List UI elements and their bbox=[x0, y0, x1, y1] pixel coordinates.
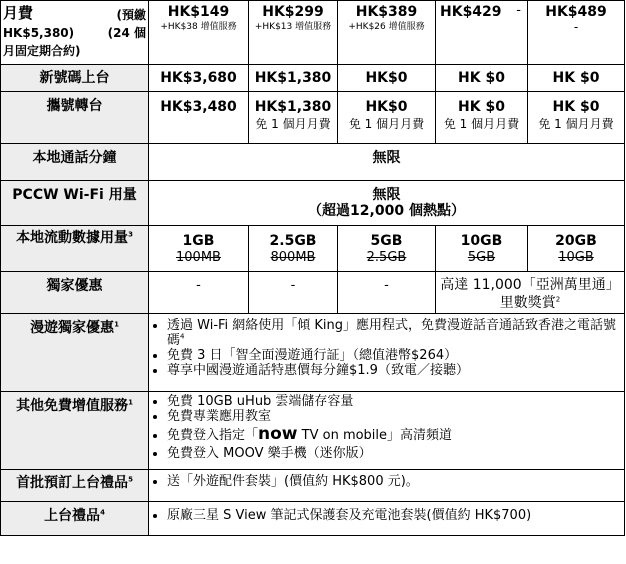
port-in-note: 免 1 個月月費 bbox=[348, 117, 425, 131]
old-data-allowance: 2.5GB bbox=[366, 250, 407, 265]
data-cell bbox=[528, 226, 625, 272]
port-in-price: HK $0 bbox=[552, 99, 600, 115]
list-item: • 送「外遊配件套裝」(價值約 HK$800 元)。 bbox=[167, 474, 624, 489]
plan-price: HK$149 bbox=[167, 4, 230, 20]
port-in-note: 免 1 個月月費 bbox=[538, 117, 614, 131]
big-offer-cell bbox=[436, 272, 625, 314]
port-in-cell bbox=[338, 92, 436, 144]
local-voice-value: 無限 bbox=[149, 144, 625, 181]
gift-row bbox=[1, 502, 625, 536]
data-cell bbox=[436, 226, 528, 272]
preorder-gift-list bbox=[149, 474, 624, 489]
footnote-marker: 3 bbox=[128, 230, 133, 239]
row-label: 本地通話分鐘 bbox=[1, 144, 149, 181]
local-data-row bbox=[1, 226, 625, 272]
row-label: 漫遊獨家優惠 bbox=[30, 320, 115, 336]
prepay-amount: HK$5,380) bbox=[3, 26, 75, 40]
prepay-label: (預繳 bbox=[116, 8, 146, 22]
port-in-cell bbox=[149, 92, 249, 144]
other-vas-row bbox=[1, 392, 625, 470]
exclusive-value: - bbox=[338, 272, 436, 314]
exclusive-value: - bbox=[149, 272, 249, 314]
wifi-row bbox=[1, 181, 625, 226]
now-tv-logo: now bbox=[258, 424, 298, 444]
old-data-allowance: 5GB bbox=[467, 250, 496, 265]
plan-addon: +HK$13 增值服務 bbox=[254, 22, 332, 32]
footnote-marker: 1 bbox=[114, 320, 119, 329]
port-in-price: HK$3,480 bbox=[160, 99, 237, 115]
monthly-fee-label: 月費 bbox=[3, 4, 34, 22]
port-in-cell bbox=[249, 92, 338, 144]
row-label: 攜號轉台 bbox=[1, 92, 149, 144]
plan-addon: - bbox=[516, 3, 521, 18]
roaming-list bbox=[149, 318, 624, 378]
port-in-price: HK $0 bbox=[458, 99, 505, 115]
footnote-marker: 2 bbox=[555, 295, 561, 304]
new-number-price: HK$3,680 bbox=[149, 65, 249, 92]
data-allowance: 10GB bbox=[460, 233, 503, 249]
local-voice-row bbox=[1, 144, 625, 181]
list-item: • 尊享中國漫遊通話特惠價每分鐘$1.9（致電／接聽） bbox=[167, 363, 624, 378]
roaming-item-text: 透過 Wi-Fi 網絡使用「傾 King」應用程式，免費漫遊話音通話致香港之電話號碼 bbox=[167, 318, 617, 348]
exclusive-value: - bbox=[249, 272, 338, 314]
plan-col-4 bbox=[436, 1, 528, 65]
list-item bbox=[167, 424, 624, 446]
plan-addon: +HK$38 增值服務 bbox=[160, 22, 237, 32]
data-allowance: 2.5GB bbox=[269, 233, 317, 249]
row-label: 新號碼上台 bbox=[1, 65, 149, 92]
roaming-row bbox=[1, 314, 625, 392]
contract-suffix: 月固定期合約) bbox=[3, 44, 81, 58]
plan-price: HK$429 bbox=[440, 4, 502, 20]
new-number-row bbox=[1, 65, 625, 92]
data-cell bbox=[249, 226, 338, 272]
row-label: 其他免費增值服務 bbox=[16, 398, 129, 414]
monthly-fee-header bbox=[1, 1, 149, 65]
plan-col-2 bbox=[249, 1, 338, 65]
new-number-price: HK $0 bbox=[528, 65, 625, 92]
plan-price: HK$299 bbox=[262, 4, 324, 20]
port-in-row bbox=[1, 92, 625, 144]
wifi-note: （超過12,000 個熱點） bbox=[308, 203, 465, 219]
row-label: PCCW Wi-Fi 用量 bbox=[1, 181, 149, 226]
plan-addon: +HK$26 增值服務 bbox=[348, 22, 425, 32]
port-in-price: HK$0 bbox=[365, 99, 408, 115]
other-vas-cell bbox=[149, 392, 625, 470]
data-allowance: 5GB bbox=[370, 233, 403, 249]
row-label: 本地流動數據用量 bbox=[16, 230, 129, 246]
row-label: 獨家優惠 bbox=[1, 272, 149, 314]
gift-list bbox=[149, 508, 624, 523]
row-label-cell bbox=[1, 470, 149, 502]
plan-price: HK$389 bbox=[355, 4, 418, 20]
list-item: • 免費登入 MOOV 樂手機（迷你版） bbox=[167, 446, 624, 461]
plan-price: HK$489 bbox=[545, 4, 607, 20]
old-data-allowance: 10GB bbox=[558, 250, 594, 265]
row-label: 上台禮品 bbox=[44, 508, 101, 524]
list-item: • 免費 3 日「智全面漫遊通行証」（總值港幣$264） bbox=[167, 348, 624, 363]
data-cell bbox=[149, 226, 249, 272]
new-number-price: HK $0 bbox=[436, 65, 528, 92]
new-number-price: HK$1,380 bbox=[249, 65, 338, 92]
footnote-marker: 5 bbox=[128, 475, 133, 484]
footnote-marker: 1 bbox=[128, 398, 133, 407]
big-offer: 高達 11,000「亞洲萬里通」里數獎賞 bbox=[440, 277, 620, 311]
port-in-note: 免 1 個月月費 bbox=[255, 117, 331, 131]
row-label-cell bbox=[1, 314, 149, 392]
port-in-cell bbox=[436, 92, 528, 144]
exclusive-row bbox=[1, 272, 625, 314]
list-item: • 免費 10GB uHub 雲端儲存容量 bbox=[167, 394, 624, 409]
old-data-allowance: 800MB bbox=[270, 250, 316, 265]
port-in-cell bbox=[528, 92, 625, 144]
other-vas-list bbox=[149, 394, 624, 461]
footnote-marker: 4 bbox=[100, 508, 105, 517]
new-number-price: HK$0 bbox=[338, 65, 436, 92]
preorder-gift-row bbox=[1, 470, 625, 502]
port-in-price: HK$1,380 bbox=[254, 99, 332, 115]
data-allowance: 1GB bbox=[182, 233, 215, 249]
plan-col-3 bbox=[338, 1, 436, 65]
list-item-text: TV on mobile」高清頻道 bbox=[297, 428, 453, 443]
data-cell bbox=[338, 226, 436, 272]
plan-col-1 bbox=[149, 1, 249, 65]
plan-header-row bbox=[1, 1, 625, 65]
plan-addon: - bbox=[573, 20, 579, 34]
gift-cell bbox=[149, 502, 625, 536]
plan-col-5 bbox=[528, 1, 625, 65]
row-label-cell bbox=[1, 226, 149, 272]
wifi-cell bbox=[149, 181, 625, 226]
list-item bbox=[167, 318, 624, 348]
contract-label: (24 個 bbox=[107, 26, 146, 40]
list-item: • 免費專業應用教室 bbox=[167, 409, 624, 424]
data-allowance: 20GB bbox=[555, 233, 597, 249]
wifi-value: 無限 bbox=[372, 187, 401, 203]
old-data-allowance: 100MB bbox=[176, 250, 221, 265]
roaming-cell bbox=[149, 314, 625, 392]
list-item: • 原廠三星 S View 筆記式保護套及充電池套裝(價值約 HK$700) bbox=[167, 508, 624, 523]
port-in-note: 免 1 個月月費 bbox=[443, 117, 520, 131]
footnote-marker: 4 bbox=[180, 332, 185, 341]
preorder-gift-cell bbox=[149, 470, 625, 502]
row-label: 首批預訂上台禮品 bbox=[16, 475, 129, 491]
list-item-text: 免費登入指定「 bbox=[167, 428, 259, 443]
row-label-cell bbox=[1, 502, 149, 536]
row-label-cell bbox=[1, 392, 149, 470]
